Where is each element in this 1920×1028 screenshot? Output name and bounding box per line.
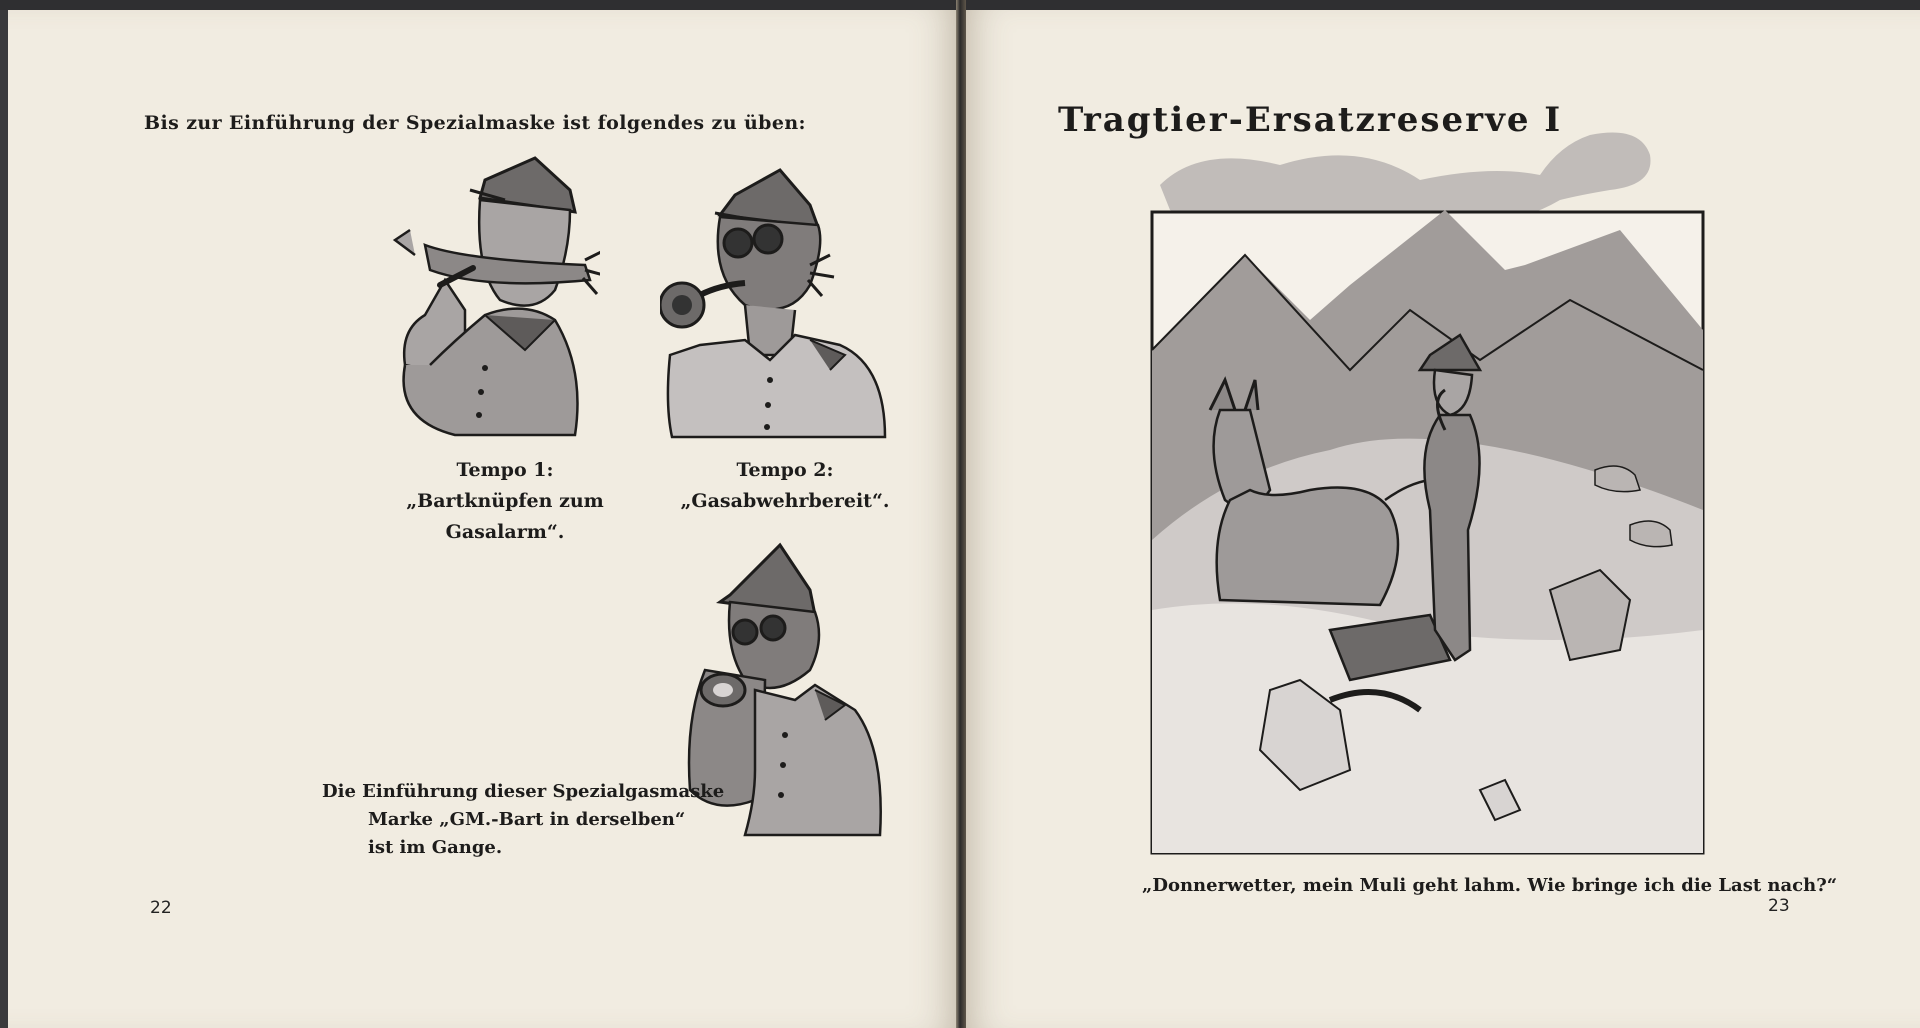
caption-tempo-1-text: „Bartknüpfen zum Gasalarm“. — [406, 490, 604, 543]
caption-tempo-1 — [355, 455, 655, 548]
illustration-beard-knotting — [385, 150, 600, 440]
special-mask-line-1: Die Einführung dieser Spezialgasmaske — [322, 781, 725, 802]
special-mask-line-2: Marke „GM.-Bart in derselben“ — [368, 809, 686, 830]
intro-text: Bis zur Einführung der Spezialmaske ist folgendes zu üben: — [144, 112, 806, 134]
caption-tempo-2-text: „Gasabwehrbereit“. — [680, 490, 890, 512]
special-mask-text — [322, 778, 724, 862]
caption-tempo-2 — [665, 455, 905, 517]
caption-tempo-2-title: Tempo 2: — [736, 459, 834, 481]
page-number-left: 22 — [150, 898, 172, 918]
special-mask-line-3: ist im Gange. — [368, 837, 503, 858]
illustration-gas-mask-ready — [660, 165, 890, 440]
illustration-caption: „Donnerwetter, mein Muli geht lahm. Wie bringe ich die Last nach?“ — [1142, 875, 1838, 896]
illustration-mule-soldier — [1150, 210, 1705, 855]
page-number-right: 23 — [1768, 896, 1790, 916]
caption-tempo-1-title: Tempo 1: — [456, 459, 554, 481]
book-gutter — [956, 0, 966, 1028]
page-title: Tragtier-Ersatzreserve I — [1058, 100, 1563, 140]
